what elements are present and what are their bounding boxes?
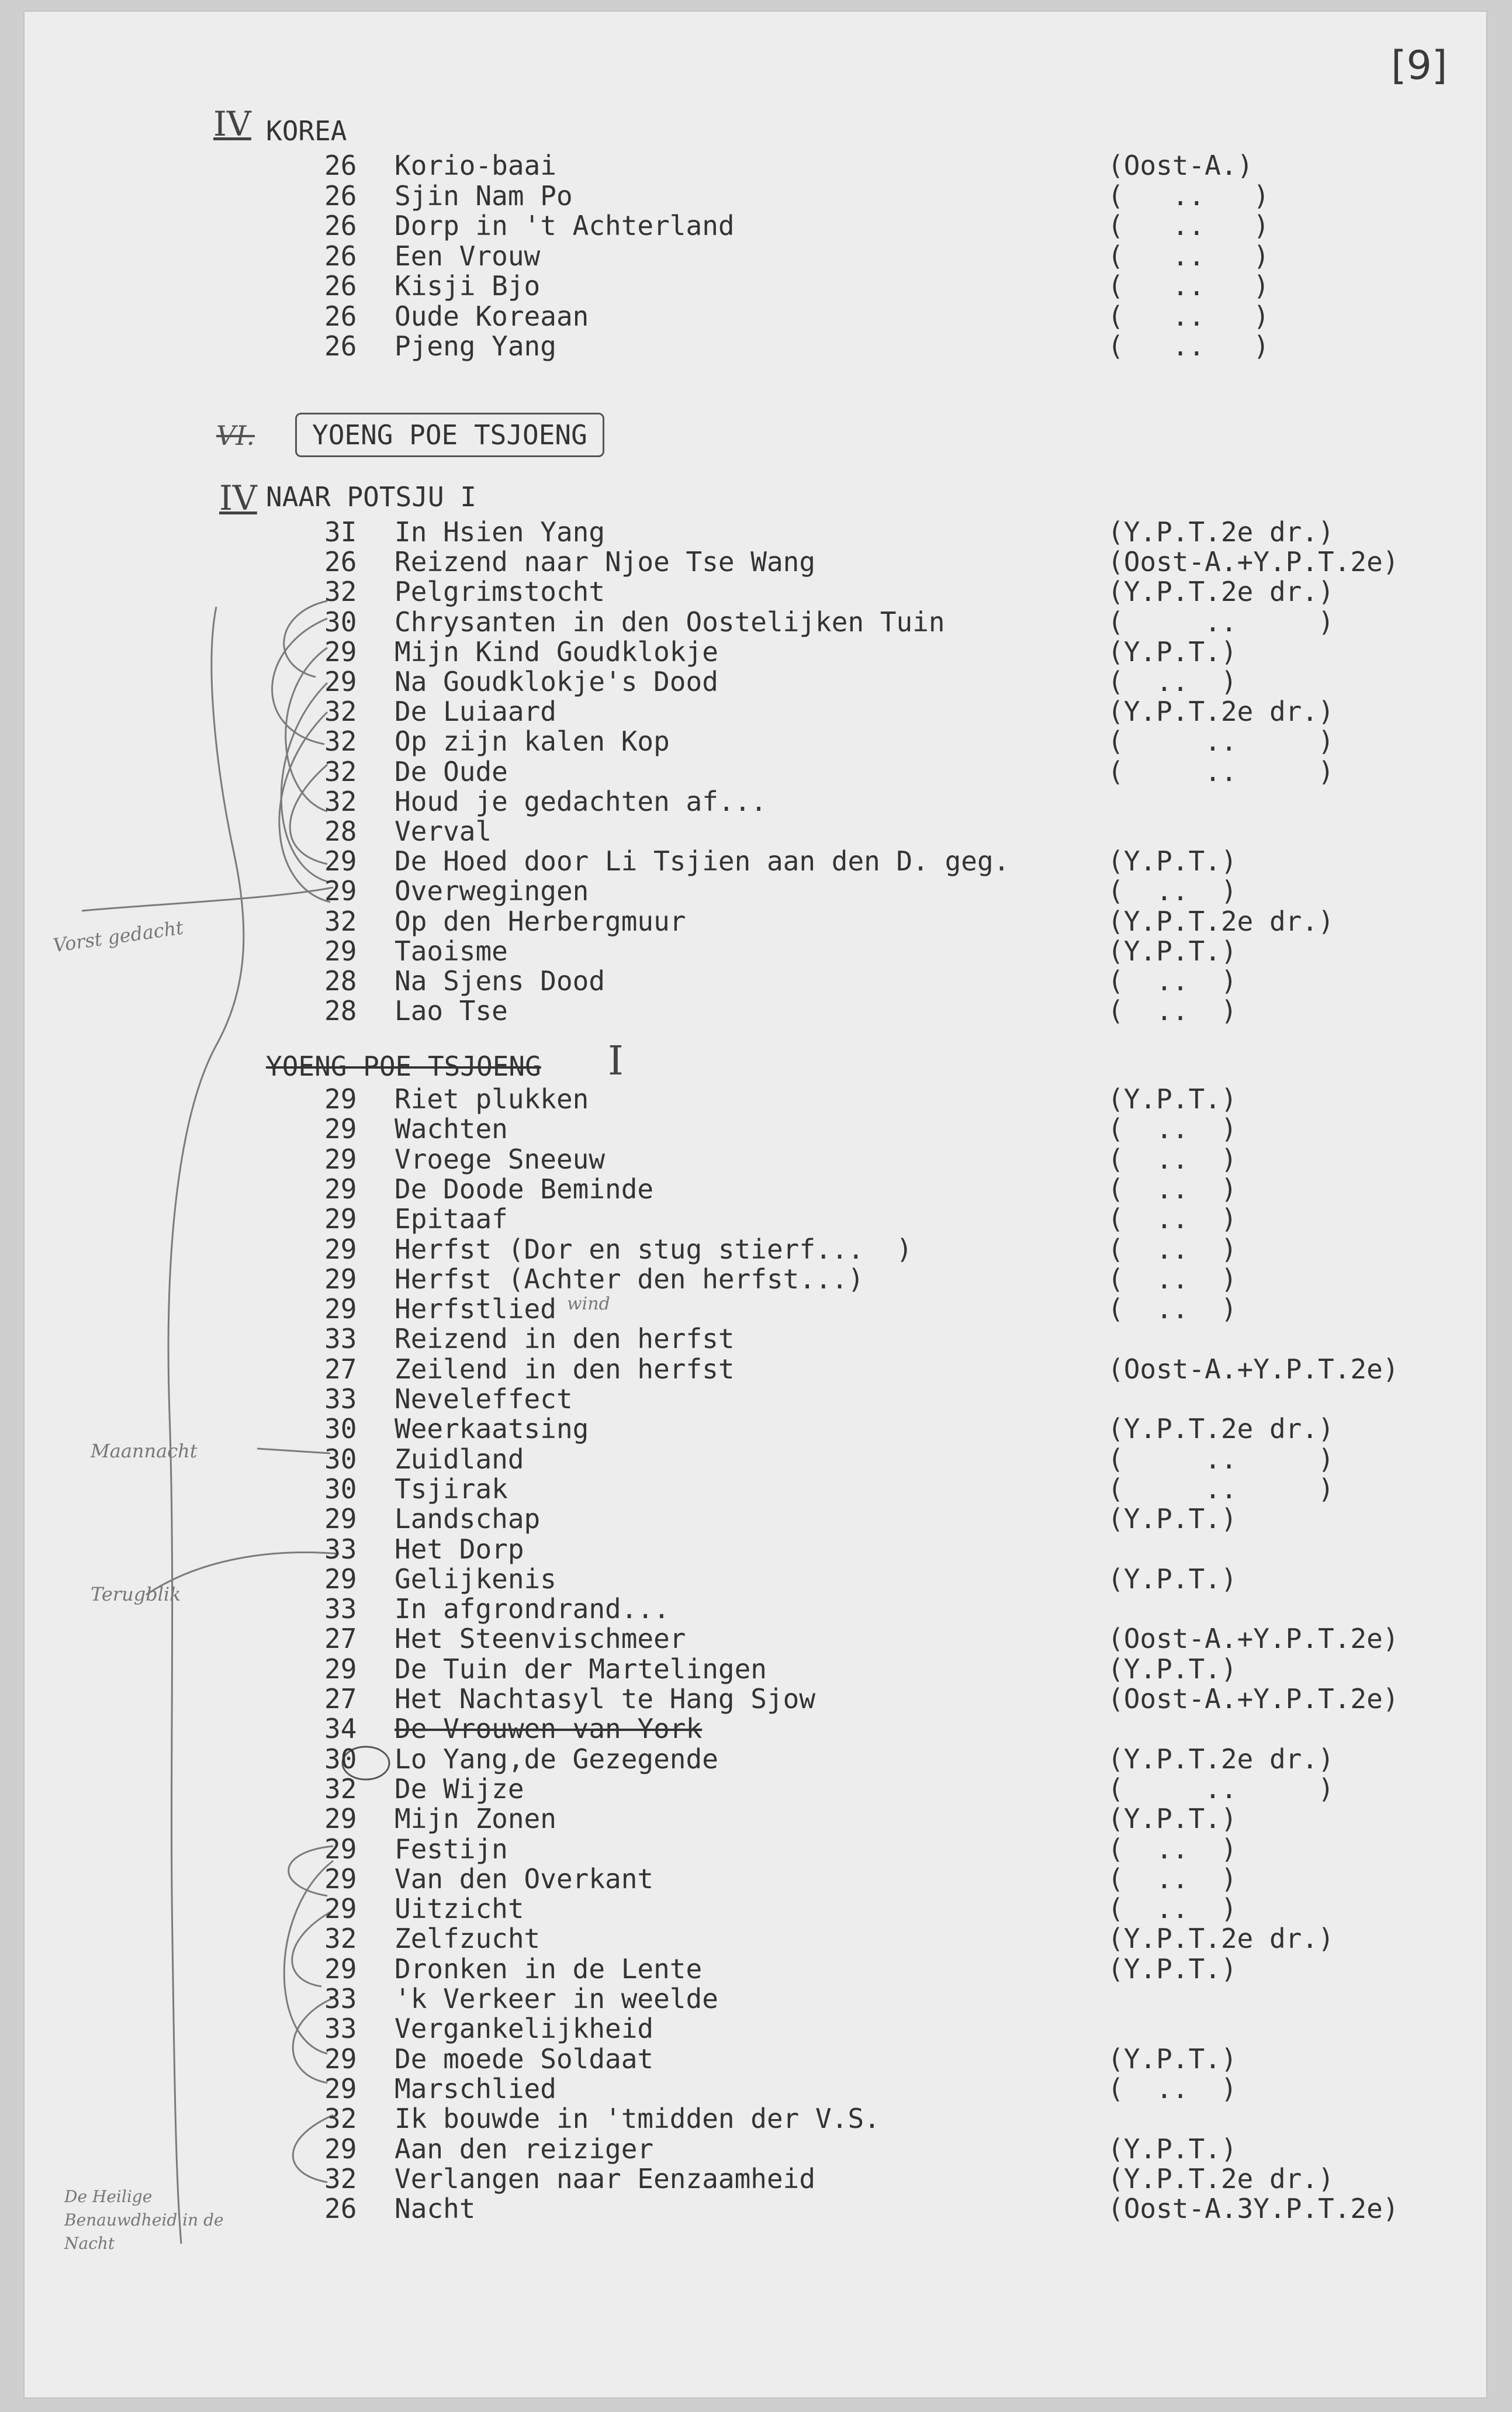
entry-source: ( .. ) [1108, 1473, 1334, 1505]
entry-source: ( .. ) [1108, 1293, 1237, 1325]
pencil-annotations [23, 11, 1487, 2399]
entry-title: Herfstlied [395, 1293, 556, 1325]
entry-source: ( .. ) [1108, 1862, 1237, 1895]
entry-page-number: 32 [324, 905, 357, 937]
entry-source: (Y.P.T.2e dr.) [1108, 516, 1334, 548]
entry-source: (Y.P.T.2e dr.) [1108, 2162, 1334, 2195]
entry-page-number: 29 [324, 935, 357, 967]
entry-source: ( .. ) [1108, 300, 1269, 332]
entry-title: Pelgrimstocht [395, 576, 606, 608]
entry-title: Epitaaf [395, 1203, 508, 1235]
entry-title: Van den Overkant [395, 1862, 654, 1895]
entry-source: ( .. ) [1108, 1833, 1237, 1865]
entry-source: (Oost-A.) [1108, 150, 1254, 181]
entry-title: Riet plukken [395, 1083, 589, 1115]
entry-source: ( .. ) [1108, 1443, 1334, 1475]
entry-title: Zelfzucht [395, 1923, 541, 1955]
entry-page-number: 26 [324, 2193, 357, 2225]
entry-page-number: 29 [324, 1083, 357, 1115]
entry-page-number: 32 [324, 785, 357, 817]
entry-title: Reizend in den herfst [395, 1323, 735, 1355]
entry-title: Het Nachtasyl te Hang Sjow [395, 1683, 816, 1715]
entry-source: ( .. ) [1108, 1203, 1237, 1235]
entry-source: ( .. ) [1108, 270, 1269, 302]
entry-title: Vergankelijkheid [395, 2013, 654, 2045]
entry-title: Een Vrouw [395, 240, 541, 272]
entry-title: Verval [395, 815, 492, 847]
entry-source: ( .. ) [1108, 1263, 1237, 1295]
entry-page-number: 33 [324, 1383, 357, 1415]
entry-page-number: 26 [324, 270, 357, 302]
entry-source: ( .. ) [1108, 666, 1237, 697]
entry-page-number: 33 [324, 1323, 357, 1355]
entry-title: De Oude [395, 755, 508, 787]
entry-source: (Oost-A.+Y.P.T.2e) [1108, 546, 1399, 578]
entry-title: In Hsien Yang [395, 516, 606, 548]
entry-source: (Oost-A.3Y.P.T.2e) [1108, 2193, 1399, 2225]
entry-title: Mijn Kind Goudklokje [395, 635, 718, 668]
entry-page-number: 29 [324, 1503, 357, 1535]
entry-source: ( .. ) [1108, 755, 1334, 787]
entry-title: Wachten [395, 1113, 508, 1145]
entry-page-number: 26 [324, 300, 357, 332]
entry-page-number: 29 [324, 2133, 357, 2165]
entry-page-number: 30 [324, 1473, 357, 1505]
entry-source: (Y.P.T.2e dr.) [1108, 1923, 1334, 1955]
entry-page-number: 26 [324, 546, 357, 578]
margin-note-maannacht: Maannacht [91, 1440, 198, 1462]
entry-page-number: 30 [324, 1743, 357, 1775]
entry-source: (Y.P.T.2e dr.) [1108, 696, 1334, 728]
entry-source: ( .. ) [1108, 330, 1269, 362]
entry-title: Na Sjens Dood [395, 965, 606, 997]
entry-title: Sjin Nam Po [395, 179, 573, 212]
entry-title: Korio-baai [395, 150, 556, 181]
entry-source: ( .. ) [1108, 1772, 1334, 1805]
entry-source: (Y.P.T.2e dr.) [1108, 905, 1334, 937]
entry-title: Herfst (Dor en stug stierf... ) [395, 1233, 913, 1265]
entry-title: Verlangen naar Eenzaamheid [395, 2162, 816, 2195]
entry-page-number: 26 [324, 240, 357, 272]
entry-title: Op den Herbergmuur [395, 905, 686, 937]
entry-page-number: 34 [324, 1713, 357, 1745]
entry-page-number: 29 [324, 2043, 357, 2075]
entry-source: (Y.P.T.) [1108, 1653, 1237, 1685]
entry-title: De Vrouwen van York [395, 1713, 703, 1745]
entry-source: (Y.P.T.) [1108, 2043, 1237, 2075]
entry-page-number: 32 [324, 576, 357, 608]
entry-title: De Luiaard [395, 696, 556, 728]
entry-page-number: 29 [324, 1803, 357, 1835]
entry-title: Kisji Bjo [395, 270, 541, 302]
entry-page-number: 29 [324, 1263, 357, 1295]
entry-page-number: 32 [324, 1772, 357, 1805]
entry-title: Na Goudklokje's Dood [395, 666, 718, 697]
entry-page-number: 29 [324, 1113, 357, 1145]
boxed-section-title: YOENG POE TSJOENG [295, 413, 604, 457]
entry-source: ( .. ) [1108, 875, 1237, 907]
entry-title: Marschlied [395, 2072, 556, 2105]
entry-page-number: 32 [324, 755, 357, 787]
entry-title: Tsjirak [395, 1473, 508, 1505]
entry-page-number: 29 [324, 2072, 357, 2105]
entry-title: Nacht [395, 2193, 476, 2225]
entry-page-number: 32 [324, 2103, 357, 2135]
entry-page-number: 29 [324, 845, 357, 877]
entry-source: ( .. ) [1108, 725, 1334, 758]
section-numeral-yoeng: I [608, 1038, 624, 1084]
entry-title: Mijn Zonen [395, 1803, 556, 1835]
entry-source: (Y.P.T.) [1108, 635, 1237, 668]
entry-title: Zeilend in den herfst [395, 1353, 735, 1385]
entry-title: Dorp in 't Achterland [395, 210, 735, 241]
entry-source: (Y.P.T.2e dr.) [1108, 1743, 1334, 1775]
entry-source: ( .. ) [1108, 1143, 1237, 1175]
entry-source: (Y.P.T.) [1108, 845, 1237, 877]
entry-page-number: 29 [324, 1293, 357, 1325]
entry-page-number: 27 [324, 1353, 357, 1385]
entry-title: Gelijkenis [395, 1563, 556, 1595]
entry-source: (Y.P.T.) [1108, 935, 1237, 967]
entry-source: (Y.P.T.2e dr.) [1108, 1413, 1334, 1445]
entry-page-number: 29 [324, 1953, 357, 1985]
entry-page-number: 28 [324, 965, 357, 997]
entry-title: Uitzicht [395, 1893, 524, 1925]
entry-source: (Y.P.T.) [1108, 1503, 1237, 1535]
entry-page-number: 29 [324, 1653, 357, 1685]
entry-page-number: 29 [324, 1862, 357, 1895]
section-title-naar: NAAR POTSJU I [266, 481, 477, 513]
entry-page-number: 3I [324, 516, 357, 548]
entry-title: 'k Verkeer in weelde [395, 1983, 718, 2014]
entry-title: Ik bouwde in 'tmidden der V.S. [395, 2103, 880, 2135]
entry-title: Zuidland [395, 1443, 524, 1475]
entry-page-number: 28 [324, 815, 357, 847]
section-numeral-korea: IV [213, 104, 251, 144]
entry-title: Aan den reiziger [395, 2133, 654, 2165]
entry-page-number: 28 [324, 995, 357, 1027]
entry-page-number: 30 [324, 606, 357, 638]
entry-page-number: 32 [324, 725, 357, 758]
entry-title: Neveleffect [395, 1383, 573, 1415]
entry-source: ( .. ) [1108, 240, 1269, 272]
entry-title: De Hoed door Li Tsjien aan den D. geg. [395, 845, 1010, 877]
entry-source: (Y.P.T.) [1108, 1083, 1237, 1115]
entry-page-number: 29 [324, 1143, 357, 1175]
entry-source: ( .. ) [1108, 210, 1269, 241]
section-title-korea: KOREA [266, 115, 347, 147]
entry-page-number: 29 [324, 875, 357, 907]
entry-title: Weerkaatsing [395, 1413, 589, 1445]
entry-page-number: 29 [324, 666, 357, 697]
entry-page-number: 33 [324, 2013, 357, 2045]
entry-page-number: 30 [324, 1413, 357, 1445]
entry-source: (Y.P.T.) [1108, 1803, 1237, 1835]
entry-source: ( .. ) [1108, 179, 1269, 212]
entry-source: ( .. ) [1108, 965, 1237, 997]
entry-page-number: 30 [324, 1443, 357, 1475]
entry-title: Houd je gedachten af... [395, 785, 767, 817]
entry-title: Het Steenvischmeer [395, 1623, 686, 1655]
entry-page-number: 29 [324, 1563, 357, 1595]
entry-title: Lao Tse [395, 995, 508, 1027]
entry-title: Pjeng Yang [395, 330, 556, 362]
entry-page-number: 33 [324, 1593, 357, 1625]
entry-title: Festijn [395, 1833, 508, 1865]
entry-source: (Oost-A.+Y.P.T.2e) [1108, 1623, 1399, 1655]
entry-source: ( .. ) [1108, 1233, 1237, 1265]
entry-page-number: 29 [324, 1173, 357, 1205]
struck-section-title: YOENG POE TSJOENG [266, 1051, 541, 1082]
entry-source: (Y.P.T.) [1108, 1563, 1237, 1595]
entry-page-number: 26 [324, 210, 357, 241]
section-prefix-yoeng: VI. [216, 420, 255, 451]
entry-page-number: 33 [324, 1533, 357, 1565]
entry-page-number: 29 [324, 635, 357, 668]
entry-page-number: 29 [324, 1203, 357, 1235]
entry-title: Het Dorp [395, 1533, 524, 1565]
entry-source: ( .. ) [1108, 1173, 1237, 1205]
entry-title: Landschap [395, 1503, 541, 1535]
entry-title: Herfst (Achter den herfst...) [395, 1263, 864, 1295]
entry-page-number: 27 [324, 1623, 357, 1655]
entry-title: Op zijn kalen Kop [395, 725, 670, 758]
entry-title: Chrysanten in den Oostelijken Tuin [395, 606, 945, 638]
document-page [23, 11, 1487, 2399]
entry-title: De Doode Beminde [395, 1173, 654, 1205]
entry-title: De Tuin der Martelingen [395, 1653, 767, 1685]
entry-page-number: 32 [324, 2162, 357, 2195]
margin-note-vorst: Vorst gedacht [51, 916, 185, 957]
entry-page-number: 26 [324, 150, 357, 181]
entry-source: (Y.P.T.2e dr.) [1108, 576, 1334, 608]
entry-title: Overwegingen [395, 875, 589, 907]
section-numeral-naar: IV [219, 478, 257, 518]
entry-title: Lo Yang,de Gezegende [395, 1743, 718, 1775]
entry-page-number: 29 [324, 1233, 357, 1265]
entry-page-number: 32 [324, 696, 357, 728]
entry-title: In afgrondrand... [395, 1593, 670, 1625]
entry-source: ( .. ) [1108, 1113, 1237, 1145]
entry-source: (Oost-A.+Y.P.T.2e) [1108, 1353, 1399, 1385]
margin-note-terugblik: Terugblik [91, 1583, 181, 1605]
entry-source: (Oost-A.+Y.P.T.2e) [1108, 1683, 1399, 1715]
entry-page-number: 33 [324, 1983, 357, 2014]
margin-note-benauwdheid: De Heilige Benauwdheid in de Nacht [64, 2187, 224, 2253]
entry-page-number: 29 [324, 1833, 357, 1865]
entry-title: Taoisme [395, 935, 508, 967]
entry-source: ( .. ) [1108, 606, 1334, 638]
entry-page-number: 26 [324, 330, 357, 362]
entry-page-number: 32 [324, 1923, 357, 1955]
entry-title: Dronken in de Lente [395, 1953, 703, 1985]
entry-title: De moede Soldaat [395, 2043, 654, 2075]
entry-source: (Y.P.T.) [1108, 1953, 1237, 1985]
inline-note-wind: wind [567, 1294, 610, 1314]
entry-title: De Wijze [395, 1772, 524, 1805]
entry-page-number: 29 [324, 1893, 357, 1925]
entry-page-number: 26 [324, 179, 357, 212]
entry-source: ( .. ) [1108, 2072, 1237, 2105]
entry-source: ( .. ) [1108, 995, 1237, 1027]
entry-title: Vroege Sneeuw [395, 1143, 606, 1175]
entry-page-number: 27 [324, 1683, 357, 1715]
entry-source: (Y.P.T.) [1108, 2133, 1237, 2165]
entry-title: Oude Koreaan [395, 300, 589, 332]
entry-source: ( .. ) [1108, 1893, 1237, 1925]
entry-title: Reizend naar Njoe Tse Wang [395, 546, 816, 578]
folio-number: [9] [1391, 43, 1448, 89]
